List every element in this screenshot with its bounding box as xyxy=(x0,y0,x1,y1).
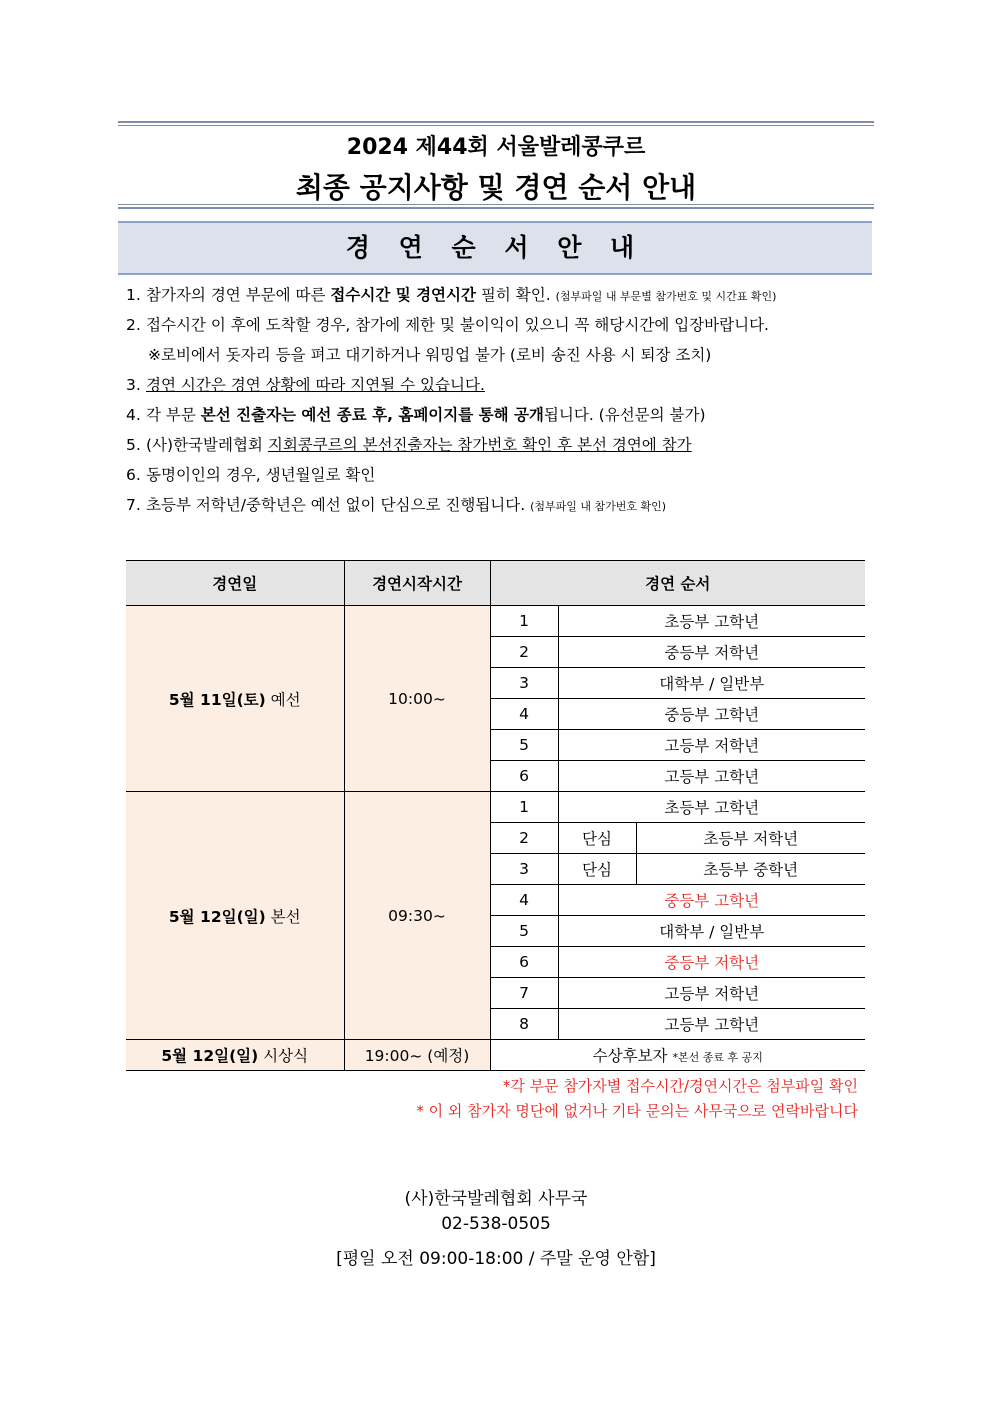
notice-list xyxy=(126,283,896,523)
ceremony-label: 수상후보자 xyxy=(592,1047,673,1065)
day-date: 5월 11일(토) xyxy=(168,690,266,709)
document-title-line2: 최종 공지사항 및 경연 순서 안내 xyxy=(295,171,697,204)
notice-number: 2. xyxy=(126,316,141,334)
notice-text: 경연 시간은 경연 상황에 따라 지연될 수 있습니다. xyxy=(146,376,485,394)
notice-item xyxy=(126,403,896,433)
judging-tag: 단심 xyxy=(558,823,636,854)
day-stage: 본선 xyxy=(265,907,301,926)
column-header: 경연일 xyxy=(126,561,344,606)
document-title-line1: 2024 제44회 서울발레콩쿠르 xyxy=(346,135,646,160)
attachment-note: *각 부문 참가자별 접수시간/경연시간은 첨부파일 확인 xyxy=(502,1077,858,1095)
division-cell: 중등부 고학년 xyxy=(558,699,865,730)
order-number: 1 xyxy=(490,606,558,637)
notice-item xyxy=(126,373,896,403)
notice-item xyxy=(126,283,896,313)
division-cell: 대학부 / 일반부 xyxy=(558,668,865,699)
judging-tag: 단심 xyxy=(558,854,636,885)
order-number: 3 xyxy=(490,854,558,885)
contact-note: * 이 외 참가자 명단에 없거나 기타 문의는 사무국으로 연락바랍니다 xyxy=(416,1102,858,1120)
notice-number: 7. xyxy=(126,496,141,514)
order-number: 4 xyxy=(490,699,558,730)
notice-text: 됩니다. (유선문의 불가) xyxy=(543,406,706,424)
order-number: 1 xyxy=(490,792,558,823)
order-number: 3 xyxy=(490,668,558,699)
table-header-row xyxy=(126,561,865,606)
division-cell-highlighted: 중등부 고학년 xyxy=(558,885,865,916)
column-header: 경연시작시간 xyxy=(344,561,490,606)
division-cell: 중등부 저학년 xyxy=(558,637,865,668)
notice-text: 동명이인의 경우, 생년월일로 확인 xyxy=(146,466,376,484)
column-header: 경연 순서 xyxy=(490,561,865,606)
day-date: 5월 12일(일) xyxy=(161,1047,259,1065)
day-cell xyxy=(126,606,344,792)
order-number: 8 xyxy=(490,1009,558,1040)
notice-item xyxy=(126,463,896,493)
notice-number: 5. xyxy=(126,436,141,454)
notice-text: 지회콩쿠르의 본선진출자는 참가번호 확인 후 본선 경연에 참가 xyxy=(267,436,692,454)
table-row xyxy=(126,606,865,637)
table-row xyxy=(126,792,865,823)
office-name: (사)한국발레협회 사무국 xyxy=(404,1189,588,1209)
order-number: 5 xyxy=(490,730,558,761)
ceremony-note: *본선 종료 후 공지 xyxy=(672,1051,763,1064)
section-banner: 경 연 순 서 안 내 xyxy=(118,221,872,275)
order-number: 4 xyxy=(490,885,558,916)
notice-emphasis: 접수시간 및 경연시간 xyxy=(330,286,476,304)
day-stage: 예선 xyxy=(265,690,301,709)
notice-small-text: (첨부파일 내 참가번호 확인) xyxy=(530,500,667,513)
notice-number: 4. xyxy=(126,406,141,424)
division-cell-highlighted: 중등부 저학년 xyxy=(558,947,865,978)
division-cell: 고등부 저학년 xyxy=(558,978,865,1009)
notice-small-text: (첨부파일 내 부문별 참가번호 및 시간표 확인) xyxy=(555,290,777,303)
top-rule xyxy=(118,121,874,123)
division-cell: 초등부 고학년 xyxy=(558,792,865,823)
order-number: 2 xyxy=(490,823,558,854)
notice-item xyxy=(126,313,896,343)
division-cell: 초등부 고학년 xyxy=(558,606,865,637)
schedule-table xyxy=(126,560,865,1071)
notice-item xyxy=(126,433,896,463)
notice-number: 1. xyxy=(126,286,141,304)
ceremony-cell xyxy=(490,1040,865,1071)
notice-text: (사)한국발레협회 xyxy=(146,436,268,454)
day-stage: 시상식 xyxy=(258,1047,309,1065)
order-number: 6 xyxy=(490,761,558,792)
bottom-rule-thin xyxy=(118,204,874,205)
division-cell: 초등부 저학년 xyxy=(636,823,865,854)
notice-text: 각 부문 xyxy=(146,406,201,424)
time-cell: 19:00~ (예정) xyxy=(344,1040,490,1071)
order-number: 6 xyxy=(490,947,558,978)
division-cell: 초등부 중학년 xyxy=(636,854,865,885)
order-number: 5 xyxy=(490,916,558,947)
day-date: 5월 12일(일) xyxy=(168,907,266,926)
division-cell: 고등부 고학년 xyxy=(558,1009,865,1040)
notice-text: 참가자의 경연 부문에 따른 xyxy=(146,286,331,304)
notice-subitem: ※로비에서 돗자리 등을 펴고 대기하거나 워밍업 불가 (로비 송진 사용 시 퇴장 조치) xyxy=(148,346,712,364)
table-row xyxy=(126,1040,865,1071)
bottom-rule xyxy=(118,207,874,209)
notice-item xyxy=(126,493,896,523)
top-rule-thin xyxy=(118,125,874,126)
order-number: 2 xyxy=(490,637,558,668)
division-cell: 고등부 고학년 xyxy=(558,761,865,792)
division-cell: 대학부 / 일반부 xyxy=(558,916,865,947)
time-cell: 09:30~ xyxy=(344,792,490,1040)
day-cell xyxy=(126,792,344,1040)
day-cell xyxy=(126,1040,344,1071)
notice-number: 6. xyxy=(126,466,141,484)
notice-number: 3. xyxy=(126,376,141,394)
notice-text: 초등부 저학년/중학년은 예선 없이 단심으로 진행됩니다. xyxy=(146,496,531,514)
office-hours: [평일 오전 09:00-18:00 / 주말 운영 안함] xyxy=(336,1249,656,1269)
notice-emphasis: 본선 진출자는 예선 종료 후, 홈페이지를 통해 공개 xyxy=(200,406,544,424)
order-number: 7 xyxy=(490,978,558,1009)
notice-text: 접수시간 이 후에 도착할 경우, 참가에 제한 및 불이익이 있으니 꼭 해당시간에 입장바랍니다. xyxy=(146,316,769,334)
office-phone: 02-538-0505 xyxy=(441,1214,551,1234)
division-cell: 고등부 저학년 xyxy=(558,730,865,761)
time-cell: 10:00~ xyxy=(344,606,490,792)
notice-text: 필히 확인. xyxy=(475,286,556,304)
